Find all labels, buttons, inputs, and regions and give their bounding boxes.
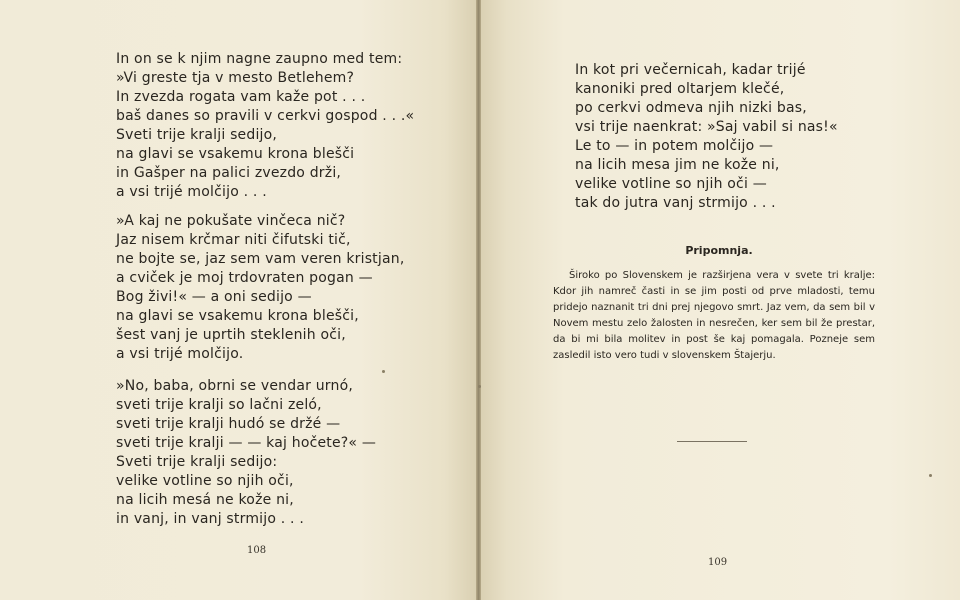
verse-line: Jaz nisem krčmar niti čifutski tič, <box>116 232 351 248</box>
verse-line: na glavi se vsakemu krona blešči, <box>116 308 359 324</box>
paper-speck <box>478 385 481 388</box>
verse-line: ne bojte se, jaz sem vam veren kristjan, <box>116 251 405 267</box>
verse-line: velike votline so njih oči, <box>116 473 294 489</box>
page-number-left: 108 <box>247 545 267 556</box>
verse-line: šest vanj je uprtih steklenih oči, <box>116 327 346 343</box>
verse-line: na licih mesa jim ne kože ni, <box>575 157 780 173</box>
verse-line: Bog živi!« — a oni sedijo — <box>116 289 312 305</box>
verse-line: In on se k njim nagne zaupno med tem: <box>116 51 403 67</box>
note-body: Široko po Slovenskem je razširjena vera v svete tri kralje: Kdor jih namreč časti in se jim posti od prve mladosti, temu pridejo naznanit tri dni prej njegovo smrt. Jaz vem, da sem bil v Novem mestu zelo žalosten in nesrečen, ker sem bil že prestar, da bi mi bila molitev in post še kaj pomagala. Pozneje sem zasledil isto vero tudi v slovenskem Štajerju. <box>553 270 875 361</box>
paper-speck <box>929 474 932 477</box>
verse-line: a vsi trijé molčijo . . . <box>116 184 267 200</box>
verse-line: a vsi trijé molčijo. <box>116 346 244 362</box>
verse-line: velike votline so njih oči — <box>575 176 767 192</box>
left-page <box>0 0 478 600</box>
verse-line: po cerkvi odmeva njih nizki bas, <box>575 100 807 116</box>
verse-line: Le to — in potem molčijo — <box>575 138 774 154</box>
verse-line: In zvezda rogata vam kaže pot . . . <box>116 89 366 105</box>
stanza-2 <box>116 212 404 364</box>
note-title: Pripomnja. <box>685 244 753 257</box>
divider-rule <box>677 441 747 442</box>
verse-line: in vanj, in vanj strmijo . . . <box>116 511 305 527</box>
verse-line: baš danes so pravili v cerkvi gospod . . .« <box>116 108 415 124</box>
stanza-1 <box>116 50 414 202</box>
verse-line: Sveti trije kralji sedijo: <box>116 454 278 470</box>
verse-line: sveti trije kralji — — kaj hočete?« — <box>116 435 377 451</box>
verse-line: in Gašper na palici zvezdo drži, <box>116 165 342 181</box>
verse-line: a cviček je moj trdovraten pogan — <box>116 270 373 286</box>
paper-speck <box>382 370 385 373</box>
verse-line: Sveti trije kralji sedijo, <box>116 127 278 143</box>
verse-line: In kot pri večernicah, kadar trijé <box>575 62 806 78</box>
book-gutter <box>476 0 481 600</box>
verse-line: »A kaj ne pokušate vinčeca nič? <box>116 213 346 229</box>
verse-line: vsi trije naenkrat: »Saj vabil si nas!« <box>575 119 838 135</box>
verse-line: »No, baba, obrni se vendar urnó, <box>116 378 353 394</box>
verse-line: sveti trije kralji so lačni zeló, <box>116 397 322 413</box>
verse-line: sveti trije kralji hudó se držé — <box>116 416 341 432</box>
verse-line: »Vi greste tja v mesto Betlehem? <box>116 70 355 86</box>
verse-line: kanoniki pred oltarjem klečé, <box>575 81 785 97</box>
stanza-right <box>575 61 838 213</box>
page-number-right: 109 <box>708 557 728 568</box>
right-page <box>478 0 960 600</box>
stanza-3 <box>116 377 376 529</box>
verse-line: na glavi se vsakemu krona blešči <box>116 146 355 162</box>
verse-line: tak do jutra vanj strmijo . . . <box>575 195 776 211</box>
verse-line: na licih mesá ne kože ni, <box>116 492 294 508</box>
